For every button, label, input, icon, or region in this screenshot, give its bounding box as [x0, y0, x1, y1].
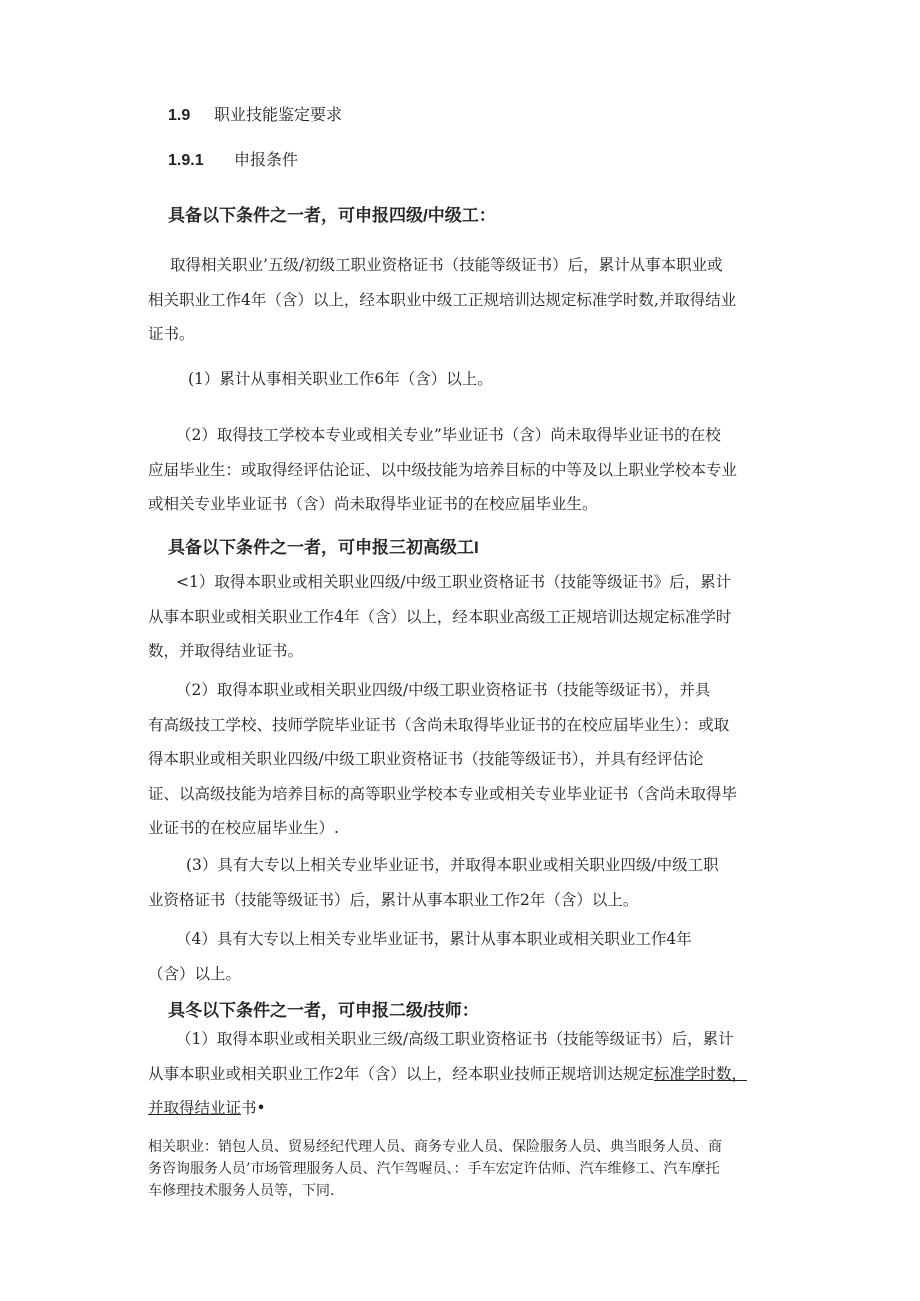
text-line: 相关职业工作4年（含）以上，经本职业中级工正规培训达规定标准学时数,并取得结业	[148, 290, 737, 309]
level4-heading: 具备以下条件之一者，可申报四级/中级工：	[168, 206, 496, 225]
level4-item-2	[148, 418, 788, 522]
level2-heading: 具冬以下条件之一者，可申报二级/技师：	[168, 1001, 479, 1020]
text-line: <1）取得本职业或相关职业四级/中级工职业资格证书（技能等级证书》后，累计	[176, 573, 732, 591]
level2-item-1	[148, 1022, 788, 1126]
level3-item-4	[148, 922, 788, 991]
text-line: （2）取得本职业或相关职业四级/中级工职业资格证书（技能等级证书），并具	[176, 681, 711, 699]
text-line: （4）具有大专以上相关专业毕业证书，累计从事本职业或相关职业工作4年	[176, 930, 692, 948]
section-heading	[168, 102, 342, 125]
subsection-heading	[168, 147, 298, 170]
text-line: 证书。	[148, 325, 195, 343]
level4-item-1	[188, 362, 828, 397]
text-segment: 书•	[241, 1099, 266, 1117]
text-line: 取得相关职业’五级/初级工职业资格证书（技能等级证书）后，累计从事本职业或	[170, 256, 723, 274]
text-line	[148, 1091, 788, 1126]
text-line: 或相关专业毕业证书（含）尚未取得毕业证书的在校应届毕业生。	[148, 495, 598, 513]
text-line: 数，并取得结业证书。	[148, 642, 304, 660]
section-number: 1.9	[168, 107, 191, 124]
level3-item-3	[148, 848, 788, 917]
text-line	[148, 1057, 788, 1092]
footnote-line: 务咨询服务人员’市场管理服务人员、汽乍驾喔员、：手车宏定许估师、汽车维修工、汽车摩托	[148, 1161, 720, 1177]
section-title: 职业技能鉴定要求	[214, 105, 343, 124]
level4-intro	[148, 248, 788, 352]
text-line: （1）取得本职业或相关职业三级/高级工职业资格证书（技能等级证书）后，累计	[176, 1030, 734, 1048]
text-line: 业资格证书（技能等级证书）后，累计从事本职业工作2年（含）以上。	[148, 890, 639, 909]
footnote-line: 车修理技术服务人员等，下同.	[148, 1183, 335, 1199]
footnote-line: 相关职业：销包人员、贸易经纪代理人员、商务专业人员、保险服务人员、典当眼务人员、商	[148, 1139, 722, 1155]
text-line: 应届毕业生：或取得经评估论证、以中级技能为培养目标的中等及以上职业学校本专业	[148, 460, 738, 479]
level3-heading: 具备以下条件之一者，可申报三初高级工I	[168, 538, 479, 557]
text-line: 从事本职业或相关职业工作4年（含）以上，经本职业高级工正规培训达规定标准学时	[148, 607, 732, 626]
level3-item-2	[148, 673, 788, 846]
text-line: 得本职业或相关职业四级/中级工职业资格证书（技能等级证书），并具有经评估论	[148, 750, 704, 768]
level3-item-1	[148, 565, 788, 669]
text-segment: 从事本职业或相关职业工作2年（含）以上，经本职业技师正规培训达规定	[148, 1064, 654, 1083]
text-line: 业证书的在校应届毕业生）.	[148, 819, 339, 837]
footnote	[148, 1136, 798, 1202]
underlined-text: 标准学时数，	[653, 1064, 747, 1083]
subsection-number: 1.9.1	[168, 152, 204, 169]
text-line: (1）累计从事相关职业工作6年（含）以上。	[188, 370, 493, 388]
text-line: 有高级技工学校、技师学院毕业证书（含尚未取得毕业证书的在校应届毕业生）：或取	[148, 715, 730, 734]
text-line: 证、以高级技能为培养目标的高等职业学校本专业或相关专业毕业证书（含尚未取得毕	[148, 784, 738, 803]
text-line: （2）取得技工学校本专业或相关专业”毕业证书（含）尚未取得毕业证书的在校	[176, 426, 721, 444]
subsection-title: 申报条件	[234, 150, 299, 169]
text-line: （含）以上。	[148, 964, 242, 983]
text-line: (3）具有大专以上相关专业毕业证书，并取得本职业或相关职业四级/中级工职	[186, 856, 719, 874]
underlined-text: 并取得结业证	[148, 1099, 242, 1117]
